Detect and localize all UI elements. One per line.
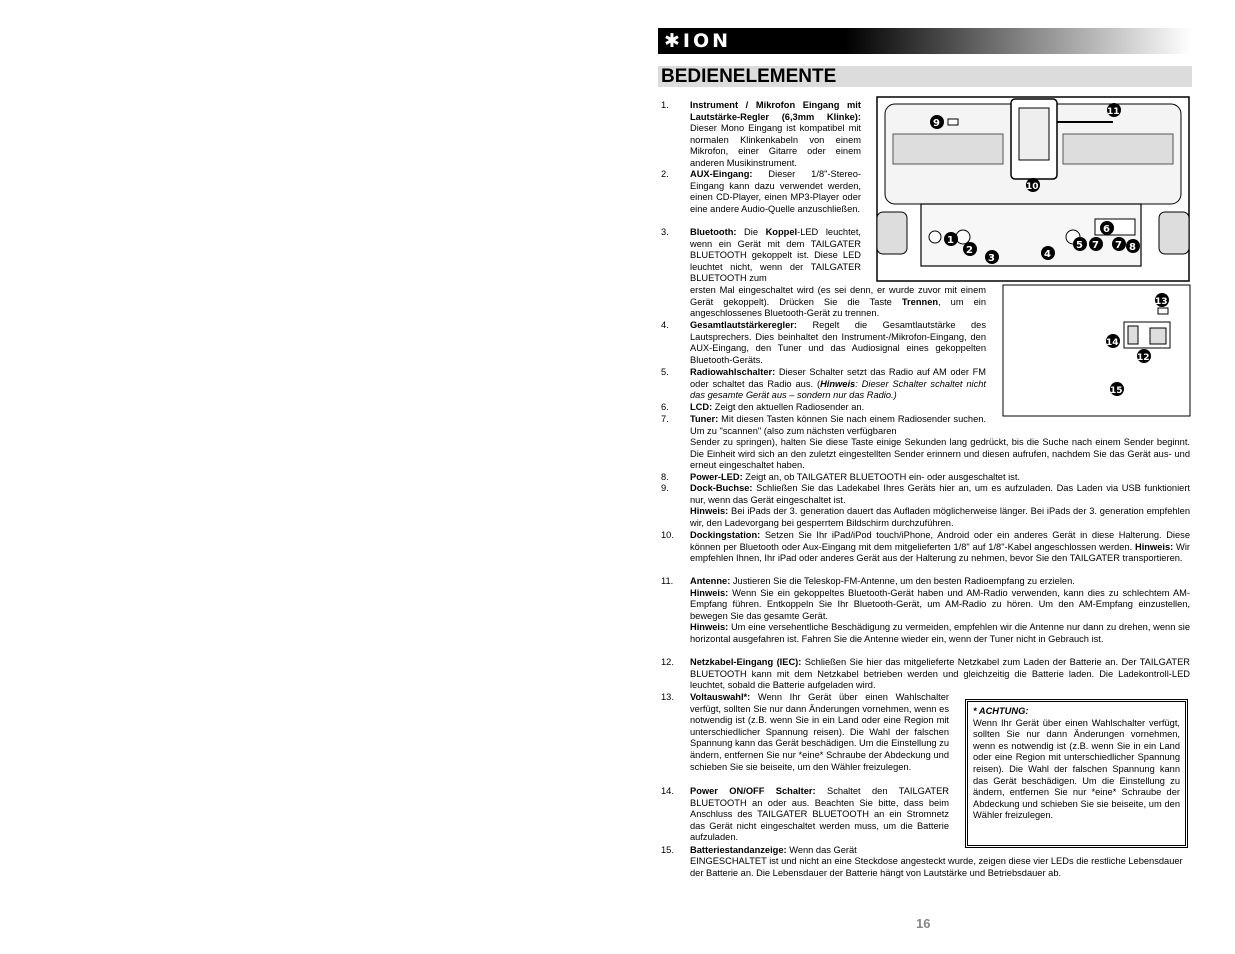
svg-text:15: 15 (1110, 386, 1123, 396)
item-number: 4. (661, 320, 669, 330)
item-number: 11. (661, 576, 674, 586)
item-4: Gesamtlautstärkeregler: Regelt die Gesamtlautstärke des Lautsprechers. Dies beinhaltet den Instrument-/Mikrofon-Eingang, den AUX-Eingang, den Tuner und das Audiosignal eines gekoppelten Bluetooth-Geräts. (690, 320, 986, 365)
device-back-illustration (1002, 284, 1191, 417)
item-5: Radiowahlschalter: Dieser Schalter setzt das Radio auf AM oder FM oder schaltet das Radio aus. (Hinweis: Dieser Schalter schaltet nicht das gesamte Gerät aus – sondern nur das Radio.) (690, 367, 987, 401)
item-number: 7. (661, 414, 669, 424)
svg-text:12: 12 (1137, 353, 1150, 363)
item-10: Dockingstation: Setzen Sie Ihr iPad/iPod touch/iPhone, Android oder ein anderes Gerät in diese Halterung. Diese können per Bluetooth oder Aux-Eingang mit dem mitgelieferten 1/8" auf 1/8"-Kabel angeschlossen werden. Hinweis: Wir empfehlen Ihnen, Ihr iPad oder anderes Gerät aus der Halterung zu nehmen, bevor Sie den TAILGATER transportieren. (690, 530, 1190, 564)
item-number: 10. (661, 530, 674, 540)
item-2: AUX-Eingang: Dieser 1/8"-Stereo-Eingang kann dazu verwendet werden, einen CD-Player, einen MP3-Player oder eine andere Audio-Quelle anzuschließen. (690, 169, 861, 214)
item-3-cont: ersten Mal eingeschaltet wird (es sei denn, er wurde zuvor mit einem Gerät gekoppelt). Drücken Sie die Taste Trennen, um ein angeschlossenes Bluetooth-Gerät zu trennen. (690, 285, 987, 319)
item-8: Power-LED: Zeigt an, ob TAILGATER BLUETOOTH ein- oder ausgeschaltet ist. (690, 472, 1020, 482)
item-number: 1. (661, 100, 669, 110)
item-number: 3. (661, 227, 669, 237)
item-12: Netzkabel-Eingang (IEC): Schließen Sie hier das mitgelieferte Netzkabel zum Laden der Batterie an. Der TAILGATER BLUETOOTH kann mit dem Netzkabel betrieben werden und gleichzeitig die Batterie laden. Die Ladekontroll-LED leuchtet, sobald die Batterie aufgeladen wird. (690, 657, 1190, 691)
item-6: LCD: Zeigt den aktuellen Radiosender an. (690, 402, 865, 412)
ion-logo: ✱ION (664, 30, 732, 52)
svg-text:9: 9 (933, 118, 940, 129)
item-15-cont: EINGESCHALTET ist und nicht an eine Steckdose angesteckt wurde, zeigen diese vier LEDs die restliche Lebensdauer der Batterie an. Die Lebensdauer der Batterie hängt von Lautstärke und Betriebsdauer ab. (690, 856, 1183, 878)
item-number: 9. (661, 483, 669, 493)
svg-text:14: 14 (1106, 338, 1119, 348)
header-bar (658, 28, 1192, 54)
svg-text:6: 6 (1103, 224, 1110, 235)
item-13: Voltauswahl*: Wenn Ihr Gerät über einen Wahlschalter verfügt, sollten Sie nur dann Änderungen vornehmen, wenn es notwendig ist (z.B. wenn Sie in ein Land oder eine Region mit unterschiedlicher Spannung reisen). Die Wahl der falschen Spannung kann das Gerät beschädigen. Um die Einstellung zu ändern, entfernen Sie nur *eine* Schraube der Abdeckung und schieben Sie sie beiseite, um den Wähler freizulegen. (690, 692, 949, 772)
svg-text:7: 7 (1092, 240, 1099, 251)
item-14: Power ON/OFF Schalter: Schaltet den TAILGATER BLUETOOTH an oder aus. Beachten Sie bitte, dass beim Anschluss des TAILGATER BLUETOOTH an ein Stromnetz das Gerät nicht eingeschaltet werden muss, um die Batterie aufzuladen. (690, 786, 949, 843)
svg-text:1: 1 (947, 235, 954, 246)
item-1: Instrument / Mikrofon Eingang mit Lautstärke-Regler (6,3mm Klinke): Dieser Mono Eingang ist kompatibel mit normalen Klinkenkabeln von einem Mikrofon, einer Gitarre oder einem anderen Musikinstrument. (690, 100, 861, 168)
item-7-cont: Sender zu springen), halten Sie diese Taste einige Sekunden lang gedrückt, bis die Suche nach einem Sender beginnt. Die Einheit wird sich an den zuletzt eingestellten Sender erinnern und diesen aufrufen, nachdem Sie das Gerät aus- und erneut eingeschaltet haben. (690, 437, 1190, 471)
svg-text:8: 8 (1129, 242, 1136, 253)
svg-text:2: 2 (966, 245, 973, 256)
item-11: Antenne: Justieren Sie die Teleskop-FM-Antenne, um den besten Radioempfang zu erzielen. Hinweis: Wenn Sie ein gekoppeltes Bluetooth-Gerät haben und AM-Radio verwenden, kann dies zu schlechtem AM-Empfang führen. Entkoppeln Sie Ihr Bluetooth-Gerät, um AM-Radio zu hören. Um den AM-Empfang einzustellen, bewegen Sie das gesamte Gerät. Hinweis: Um eine versehentliche Beschädigung zu vermeiden, empfehlen wir die Antenne nur dann zu drehen, wenn sie horizontal ausgefahren ist. Fahren Sie die Antenne wieder ein, wenn der Tuner nicht in Gebrauch ist. (690, 576, 1190, 644)
svg-text:7: 7 (1115, 240, 1122, 251)
warning-box (965, 699, 1188, 848)
warning-text: * ACHTUNG: Wenn Ihr Gerät über einen Wahlschalter verfügt, sollten Sie nur dann Änderungen vornehmen, wenn es notwendig ist (z.B. wenn Sie in ein Land oder eine Region mit unterschiedlicher Spannung reisen). Die Wahl der falschen Spannung kann das Gerät beschädigen. Um die Einstellung zu ändern, entfernen Sie nur *eine* Schraube der Abdeckung und schieben Sie sie beiseite, um den Wähler freizulegen. (973, 706, 1180, 821)
item-3: Bluetooth: Die Koppel-LED leuchtet, wenn ein Gerät mit dem TAILGATER BLUETOOTH gekoppelt ist. Diese LED leuchtet nicht, wenn der TAILGATER BLUETOOTH zum (690, 227, 861, 284)
item-number: 14. (661, 786, 674, 796)
device-top-illustration (873, 94, 1193, 284)
svg-text:11: 11 (1107, 107, 1120, 117)
item-7: Tuner: Mit diesen Tasten können Sie nach einem Radiosender suchen. Um zu "scannen" (also zum nächsten verfügbaren (690, 414, 986, 436)
item-number: 5. (661, 367, 669, 377)
item-number: 2. (661, 169, 669, 179)
item-number: 8. (661, 472, 669, 482)
item-number: 13. (661, 692, 674, 702)
item-number: 6. (661, 402, 669, 412)
section-title: BEDIENELEMENTE (661, 66, 837, 87)
item-number: 15. (661, 845, 674, 855)
svg-text:13: 13 (1155, 297, 1168, 307)
svg-text:5: 5 (1076, 240, 1083, 251)
item-number: 12. (661, 657, 674, 667)
item-9: Dock-Buchse: Schließen Sie das Ladekabel Ihres Geräts hier an, um es aufzuladen. Das Laden via USB funktioniert nur, wenn das Gerät eingeschaltet ist. Hinweis: Bei iPads der 3. generation dauert das Aufladen möglicherweise länger. Bei iPads der 3. generation empfehlen wir, den Ladevorgang bei gesperrtem Bildschirm durchzuführen. (690, 483, 1190, 528)
page-number: 16 (916, 916, 931, 931)
svg-text:3: 3 (988, 253, 995, 264)
section-title-bar (658, 66, 1192, 87)
svg-text:10: 10 (1026, 182, 1039, 192)
svg-text:4: 4 (1044, 249, 1051, 260)
item-15: Batteriestandanzeige: Wenn das Gerät (690, 845, 857, 855)
